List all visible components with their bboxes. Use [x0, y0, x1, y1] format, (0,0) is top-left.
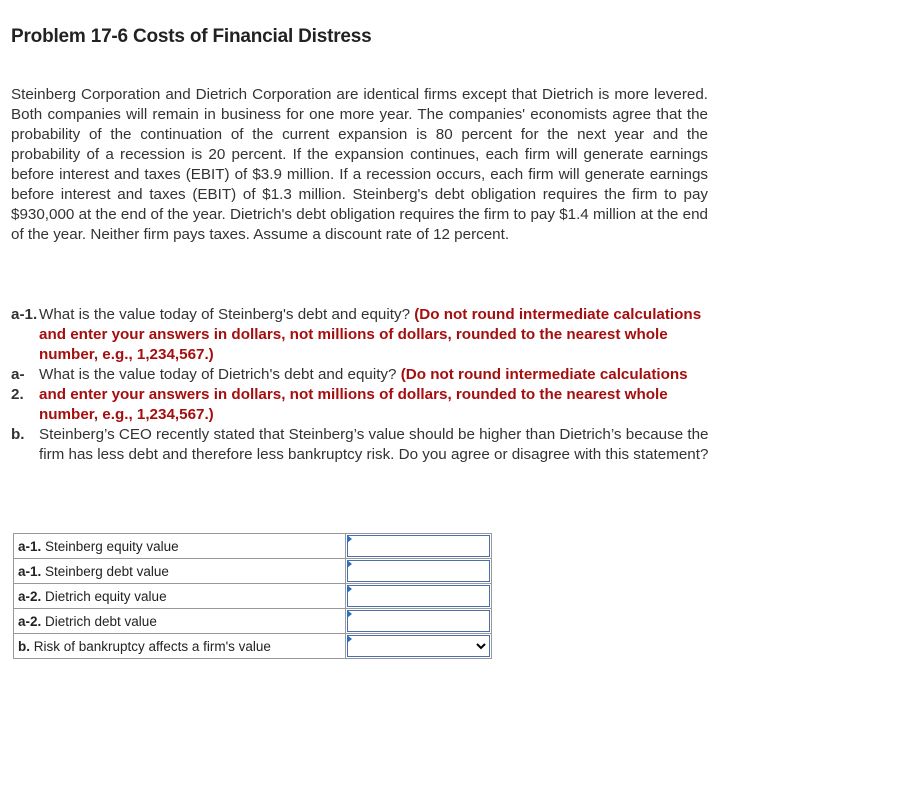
question-text: What is the value today of Dietrich's debt and equity? [39, 366, 401, 383]
table-row [14, 609, 492, 634]
table-row [14, 534, 492, 559]
question-list [11, 305, 711, 465]
question-a2 [11, 365, 711, 425]
question-text: What is the value today of Steinberg's debt and equity? [39, 306, 415, 323]
flag-icon [347, 535, 352, 543]
answer-label: a-1. Steinberg debt value [14, 559, 346, 584]
flag-icon [347, 585, 352, 593]
problem-description: Steinberg Corporation and Dietrich Corporation are identical firms except that Dietrich is more levered. Both companies will remain in business for one more year. The companies' economists agree that the probability of the continuation of the current expansion is 80 percent for the next year and the probability of a recession is 20 percent. If the expansion continues, each firm will generate earnings before interest and taxes (EBIT) of $3.9 million. If a recession occurs, each firm will generate earnings before interest and taxes (EBIT) of $1.3 million. Steinberg's debt obligation requires the firm to pay $930,000 at the end of the year. Dietrich's debt obligation requires the firm to pay $1.4 million at the end of the year. Neither firm pays taxes. Assume a discount rate of 12 percent. [11, 86, 708, 243]
steinberg-equity-input[interactable] [347, 535, 490, 557]
dietrich-equity-input[interactable] [347, 585, 490, 607]
answer-cell [346, 534, 492, 559]
answer-label: a-2. Dietrich equity value [14, 584, 346, 609]
question-text: Steinberg’s CEO recently stated that Steinberg’s value should be higher than Dietrich’s because the firm has less debt and therefore less bankruptcy risk. Do you agree or disagree with this statement? [39, 426, 709, 463]
answer-label: a-1. Steinberg equity value [14, 534, 346, 559]
answer-cell [346, 634, 492, 659]
table-row [14, 559, 492, 584]
answer-cell [346, 559, 492, 584]
bankruptcy-risk-select[interactable] [347, 635, 490, 657]
answer-cell [346, 584, 492, 609]
answer-label: b. Risk of bankruptcy affects a firm's value [14, 634, 346, 659]
question-note: (Do not round intermediate calculations and enter your answers in dollars, not millions of dollars, rounded to the nearest whole number, e.g., 1,234,567.) [39, 366, 688, 423]
question-b [11, 425, 711, 465]
question-a1 [11, 305, 711, 365]
table-row [14, 634, 492, 659]
table-row [14, 584, 492, 609]
question-note: (Do not round intermediate calculations and enter your answers in dollars, not millions of dollars, rounded to the nearest whole number, e.g., 1,234,567.) [39, 306, 702, 363]
dietrich-debt-input[interactable] [347, 610, 490, 632]
answer-label: a-2. Dietrich debt value [14, 609, 346, 634]
question-label: a- 2. [11, 366, 25, 403]
question-label: a-1. [11, 306, 38, 323]
flag-icon [347, 635, 352, 643]
flag-icon [347, 560, 352, 568]
answer-table [13, 533, 492, 659]
steinberg-debt-input[interactable] [347, 560, 490, 582]
question-label: b. [11, 426, 25, 443]
answer-cell [346, 609, 492, 634]
page-title: Problem 17-6 Costs of Financial Distress [11, 26, 372, 47]
flag-icon [347, 610, 352, 618]
